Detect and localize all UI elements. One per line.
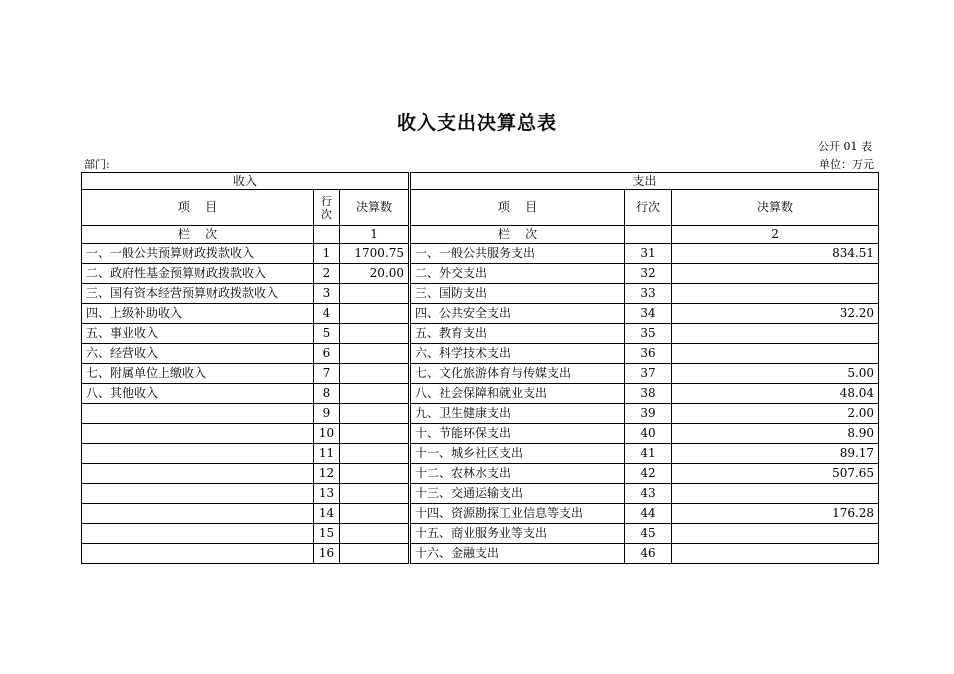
income-amount-cell xyxy=(340,344,410,364)
expense-item-cell: 七、文化旅游体育与传媒支出 xyxy=(410,364,625,384)
expense-line-cell: 31 xyxy=(625,244,672,264)
table-row xyxy=(82,444,879,464)
expense-line-cell: 37 xyxy=(625,364,672,384)
expense-amount-cell xyxy=(672,264,879,284)
table-row xyxy=(82,424,879,444)
expense-amount-cell xyxy=(672,284,879,304)
expense-amount-cell: 5.00 xyxy=(672,364,879,384)
expense-amount-cell: 507.65 xyxy=(672,464,879,484)
income-line-cell: 13 xyxy=(314,484,340,504)
expense-item-cell: 十二、农林水支出 xyxy=(410,464,625,484)
expense-item-cell: 五、教育支出 xyxy=(410,324,625,344)
income-item-cell xyxy=(82,424,314,444)
unit-label: 单位：万元 xyxy=(819,158,874,171)
income-amount-cell xyxy=(340,464,410,484)
income-line-cell: 1 xyxy=(314,244,340,264)
expense-line-cell: 41 xyxy=(625,444,672,464)
expense-line-cell: 45 xyxy=(625,524,672,544)
income-item-cell xyxy=(82,544,314,564)
income-line-cell: 11 xyxy=(314,444,340,464)
income-item-cell: 一、一般公共预算财政拨款收入 xyxy=(82,244,314,264)
income-column-blank xyxy=(314,226,340,244)
table-row xyxy=(82,344,879,364)
income-line-cell: 6 xyxy=(314,344,340,364)
income-item-cell xyxy=(82,524,314,544)
department-label: 部门: xyxy=(84,158,110,171)
table-row xyxy=(82,244,879,264)
table-row xyxy=(82,464,879,484)
income-line-cell: 7 xyxy=(314,364,340,384)
expense-line-cell: 43 xyxy=(625,484,672,504)
income-amount-cell xyxy=(340,484,410,504)
header-row-columns xyxy=(82,190,879,226)
income-item-cell: 四、上级补助收入 xyxy=(82,304,314,324)
table-row xyxy=(82,544,879,564)
income-amount-cell: 1700.75 xyxy=(340,244,410,264)
expense-column-blank xyxy=(625,226,672,244)
header-row-column-numbers xyxy=(82,226,879,244)
expense-amount-cell: 176.28 xyxy=(672,504,879,524)
expense-item-header: 项 目 xyxy=(410,190,625,226)
expense-line-cell: 34 xyxy=(625,304,672,324)
income-line-cell: 10 xyxy=(314,424,340,444)
expense-item-cell: 八、社会保障和就业支出 xyxy=(410,384,625,404)
income-amount-cell xyxy=(340,524,410,544)
table-row xyxy=(82,284,879,304)
income-line-header-char-1: 行 xyxy=(321,194,332,208)
income-line-header-char-2: 次 xyxy=(321,207,332,221)
table-row xyxy=(82,384,879,404)
income-line-cell: 16 xyxy=(314,544,340,564)
table-row xyxy=(82,264,879,284)
income-line-cell: 4 xyxy=(314,304,340,324)
income-amount-cell xyxy=(340,324,410,344)
table-row xyxy=(82,504,879,524)
expense-item-cell: 四、公共安全支出 xyxy=(410,304,625,324)
expense-item-cell: 十、节能环保支出 xyxy=(410,424,625,444)
expense-item-cell: 十六、金融支出 xyxy=(410,544,625,564)
income-item-cell xyxy=(82,404,314,424)
table-row xyxy=(82,404,879,424)
expense-amount-cell: 48.04 xyxy=(672,384,879,404)
expense-line-cell: 40 xyxy=(625,424,672,444)
expense-line-cell: 42 xyxy=(625,464,672,484)
income-amount-cell xyxy=(340,424,410,444)
income-line-cell: 9 xyxy=(314,404,340,424)
income-amount-cell xyxy=(340,504,410,524)
income-amount-cell xyxy=(340,444,410,464)
income-line-cell: 15 xyxy=(314,524,340,544)
expense-amount-cell: 89.17 xyxy=(672,444,879,464)
expense-amount-cell xyxy=(672,544,879,564)
expense-line-cell: 44 xyxy=(625,504,672,524)
expense-line-cell: 36 xyxy=(625,344,672,364)
expense-item-cell: 六、科学技术支出 xyxy=(410,344,625,364)
expense-section-header: 支出 xyxy=(410,173,879,190)
income-line-header xyxy=(314,190,340,226)
expense-item-cell: 十四、资源勘探工业信息等支出 xyxy=(410,504,625,524)
income-amount-cell xyxy=(340,544,410,564)
income-amount-header: 决算数 xyxy=(340,190,410,226)
table-row xyxy=(82,524,879,544)
income-amount-cell xyxy=(340,364,410,384)
expense-amount-cell xyxy=(672,524,879,544)
header-row-sections xyxy=(82,173,879,190)
table-row xyxy=(82,484,879,504)
table-row xyxy=(82,324,879,344)
expense-item-cell: 三、国防支出 xyxy=(410,284,625,304)
expense-amount-cell xyxy=(672,484,879,504)
income-amount-cell xyxy=(340,304,410,324)
income-item-header: 项 目 xyxy=(82,190,314,226)
table-row xyxy=(82,304,879,324)
expense-amount-cell xyxy=(672,324,879,344)
expense-line-cell: 32 xyxy=(625,264,672,284)
expense-column-label: 栏 次 xyxy=(410,226,625,244)
income-item-cell: 二、政府性基金预算财政拨款收入 xyxy=(82,264,314,284)
expense-item-cell: 十三、交通运输支出 xyxy=(410,484,625,504)
income-column-label: 栏 次 xyxy=(82,226,314,244)
expense-line-cell: 33 xyxy=(625,284,672,304)
expense-amount-header: 决算数 xyxy=(672,190,879,226)
income-amount-cell xyxy=(340,284,410,304)
expense-line-cell: 38 xyxy=(625,384,672,404)
income-item-cell: 六、经营收入 xyxy=(82,344,314,364)
income-line-cell: 3 xyxy=(314,284,340,304)
income-amount-cell: 20.00 xyxy=(340,264,410,284)
expense-column-number: 2 xyxy=(672,226,879,244)
income-line-cell: 12 xyxy=(314,464,340,484)
income-item-cell: 五、事业收入 xyxy=(82,324,314,344)
income-item-cell: 七、附属单位上缴收入 xyxy=(82,364,314,384)
expense-item-cell: 十五、商业服务业等支出 xyxy=(410,524,625,544)
expense-item-cell: 十一、城乡社区支出 xyxy=(410,444,625,464)
expense-amount-cell: 834.51 xyxy=(672,244,879,264)
form-number: 公开 01 表 xyxy=(818,140,872,153)
expense-amount-cell xyxy=(672,344,879,364)
income-item-cell: 八、其他收入 xyxy=(82,384,314,404)
income-item-cell xyxy=(82,504,314,524)
income-item-cell: 三、国有资本经营预算财政拨款收入 xyxy=(82,284,314,304)
expense-amount-cell: 8.90 xyxy=(672,424,879,444)
income-column-number: 1 xyxy=(340,226,410,244)
expense-item-cell: 九、卫生健康支出 xyxy=(410,404,625,424)
expense-line-header: 行次 xyxy=(625,190,672,226)
table-row xyxy=(82,364,879,384)
income-section-header: 收入 xyxy=(82,173,410,190)
expense-item-cell: 一、一般公共服务支出 xyxy=(410,244,625,264)
expense-line-cell: 39 xyxy=(625,404,672,424)
income-line-cell: 14 xyxy=(314,504,340,524)
income-item-cell xyxy=(82,464,314,484)
income-amount-cell xyxy=(340,404,410,424)
income-line-cell: 2 xyxy=(314,264,340,284)
expense-amount-cell: 2.00 xyxy=(672,404,879,424)
expense-item-cell: 二、外交支出 xyxy=(410,264,625,284)
income-line-cell: 5 xyxy=(314,324,340,344)
income-line-cell: 8 xyxy=(314,384,340,404)
expense-amount-cell: 32.20 xyxy=(672,304,879,324)
income-amount-cell xyxy=(340,384,410,404)
summary-table xyxy=(81,172,879,564)
income-item-cell xyxy=(82,444,314,464)
income-item-cell xyxy=(82,484,314,504)
page-title: 收入支出决算总表 xyxy=(396,112,557,134)
expense-line-cell: 46 xyxy=(625,544,672,564)
expense-line-cell: 35 xyxy=(625,324,672,344)
